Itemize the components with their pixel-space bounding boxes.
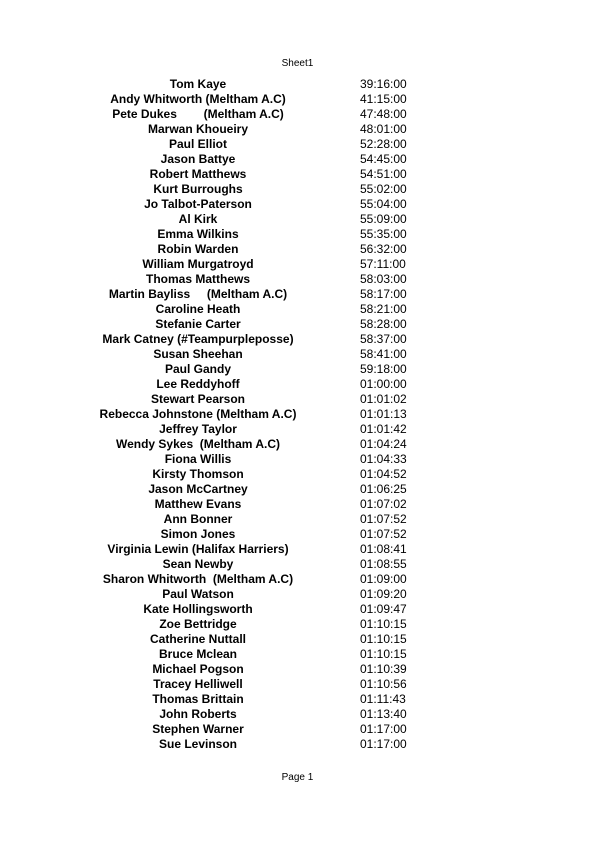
table-row (90, 527, 430, 542)
finish-time-cell: 01:10:56 (360, 677, 407, 691)
finish-time-cell: 55:09:00 (360, 212, 407, 226)
finish-time-cell: 56:32:00 (360, 242, 407, 256)
finish-time-cell: 01:08:55 (360, 557, 407, 571)
finish-time-cell: 01:17:00 (360, 722, 407, 736)
runner-name-cell: Al Kirk (178, 212, 218, 226)
runner-name-cell: Jason Battye (160, 152, 236, 166)
finish-time-cell: 52:28:00 (360, 137, 407, 151)
finish-time-cell: 47:48:00 (360, 107, 407, 121)
table-row (90, 437, 430, 452)
runner-name-cell: Ann Bonner (163, 512, 233, 526)
table-row (90, 392, 430, 407)
table-row (90, 407, 430, 422)
finish-time-cell: 01:09:00 (360, 572, 407, 586)
finish-time-cell: 01:13:40 (360, 707, 407, 721)
table-row (90, 347, 430, 362)
table-row (90, 77, 430, 92)
finish-time-cell: 01:17:00 (360, 737, 407, 751)
runner-name-cell: Thomas Matthews (145, 272, 250, 286)
finish-time-cell: 01:10:39 (360, 662, 407, 676)
runner-name-cell: Tracey Helliwell (153, 677, 243, 691)
finish-time-cell: 01:04:52 (360, 467, 407, 481)
table-row (90, 617, 430, 632)
table-row (90, 587, 430, 602)
runner-name-cell: Fiona Willis (164, 452, 232, 466)
finish-time-cell: 01:01:02 (360, 392, 407, 406)
table-row (90, 197, 430, 212)
table-row (90, 677, 430, 692)
table-row (90, 452, 430, 467)
runner-name-cell: Marwan Khoueiry (147, 122, 249, 136)
table-row (90, 497, 430, 512)
finish-time-cell: 01:07:02 (360, 497, 407, 511)
finish-time-cell: 55:04:00 (360, 197, 407, 211)
finish-time-cell: 41:15:00 (360, 92, 407, 106)
table-row (90, 332, 430, 347)
runner-name-cell: Catherine Nuttall (149, 632, 246, 646)
table-row (90, 302, 430, 317)
runner-name-cell: Robert Matthews (149, 167, 247, 181)
table-row (90, 467, 430, 482)
runner-name-cell: Rebecca Johnstone (Meltham A.C) (99, 407, 297, 421)
finish-time-cell: 59:18:00 (360, 362, 407, 376)
sheet-title: Sheet1 (281, 58, 314, 69)
table-row (90, 722, 430, 737)
table-row (90, 137, 430, 152)
finish-time-cell: 58:28:00 (360, 317, 407, 331)
table-row (90, 422, 430, 437)
table-row (90, 737, 430, 752)
table-row (90, 632, 430, 647)
table-row (90, 212, 430, 227)
finish-time-cell: 58:37:00 (360, 332, 407, 346)
runner-name-cell: Virginia Lewin (Halifax Harriers) (107, 542, 289, 556)
runner-name-cell: Sue Levinson (158, 737, 238, 751)
runner-name-cell: Bruce Mclean (158, 647, 238, 661)
finish-time-cell: 58:03:00 (360, 272, 407, 286)
table-row (90, 287, 430, 302)
table-row (90, 557, 430, 572)
finish-time-cell: 01:07:52 (360, 512, 407, 526)
table-row (90, 92, 430, 107)
table-row (90, 692, 430, 707)
finish-time-cell: 55:35:00 (360, 227, 407, 241)
runner-name-cell: Mark Catney (#Teampurpleposse) (102, 332, 294, 346)
finish-time-cell: 58:17:00 (360, 287, 407, 301)
runner-name-cell: Kurt Burroughs (153, 182, 243, 196)
finish-time-cell: 01:11:43 (360, 692, 406, 706)
table-row (90, 662, 430, 677)
finish-time-cell: 01:08:41 (360, 542, 407, 556)
finish-time-cell: 01:00:00 (360, 377, 407, 391)
runner-name-cell: Tom Kaye (169, 77, 227, 91)
finish-time-cell: 01:04:24 (360, 437, 407, 451)
finish-time-cell: 01:09:20 (360, 587, 407, 601)
runner-name-cell: Andy Whitworth (Meltham A.C) (110, 92, 286, 106)
table-row (90, 182, 430, 197)
runner-name-cell: Pete Dukes (Meltham A.C) (112, 107, 284, 121)
runner-name-cell: Stewart Pearson (150, 392, 246, 406)
finish-time-cell: 01:10:15 (360, 647, 407, 661)
table-row (90, 647, 430, 662)
runner-name-cell: Lee Reddyhoff (156, 377, 240, 391)
finish-time-cell: 01:09:47 (360, 602, 407, 616)
runner-name-cell: Susan Sheehan (153, 347, 243, 361)
table-row (90, 242, 430, 257)
runner-name-cell: Wendy Sykes (Meltham A.C) (115, 437, 281, 451)
table-row (90, 362, 430, 377)
runner-name-cell: Emma Wilkins (157, 227, 239, 241)
finish-time-cell: 01:06:25 (360, 482, 407, 496)
finish-time-cell: 58:21:00 (360, 302, 407, 316)
table-row (90, 317, 430, 332)
table-row (90, 707, 430, 722)
table-row (90, 227, 430, 242)
runner-name-cell: John Roberts (159, 707, 237, 721)
finish-time-cell: 57:11:00 (360, 257, 406, 271)
table-row (90, 377, 430, 392)
page-number: Page 1 (281, 772, 314, 783)
table-row (90, 482, 430, 497)
finish-time-cell: 01:01:13 (360, 407, 407, 421)
runner-name-cell: Paul Elliot (168, 137, 227, 151)
runner-name-cell: Jason McCartney (148, 482, 248, 496)
finish-time-cell: 54:51:00 (360, 167, 407, 181)
runner-name-cell: William Murgatroyd (142, 257, 254, 271)
finish-time-cell: 39:16:00 (360, 77, 407, 91)
finish-time-cell: 55:02:00 (360, 182, 407, 196)
runner-name-cell: Michael Pogson (152, 662, 244, 676)
table-row (90, 572, 430, 587)
runner-name-cell: Kate Hollingsworth (143, 602, 253, 616)
runner-name-cell: Jeffrey Taylor (159, 422, 237, 436)
table-row (90, 602, 430, 617)
runner-name-cell: Thomas Brittain (152, 692, 244, 706)
table-row (90, 152, 430, 167)
runner-name-cell: Simon Jones (160, 527, 236, 541)
finish-time-cell: 01:01:42 (360, 422, 407, 436)
table-row (90, 542, 430, 557)
finish-time-cell: 01:04:33 (360, 452, 407, 466)
finish-time-cell: 01:10:15 (360, 617, 407, 631)
runner-name-cell: Caroline Heath (155, 302, 241, 316)
runner-name-cell: Kirsty Thomson (152, 467, 244, 481)
runner-name-cell: Sharon Whitworth (Meltham A.C) (102, 572, 294, 586)
table-row (90, 167, 430, 182)
table-row (90, 122, 430, 137)
table-row (90, 512, 430, 527)
table-row (90, 257, 430, 272)
runner-name-cell: Paul Gandy (164, 362, 232, 376)
runner-name-cell: Robin Warden (157, 242, 239, 256)
runner-name-cell: Jo Talbot-Paterson (144, 197, 252, 211)
runner-name-cell: Zoe Bettridge (159, 617, 237, 631)
finish-time-cell: 58:41:00 (360, 347, 407, 361)
finish-time-cell: 01:07:52 (360, 527, 407, 541)
finish-time-cell: 54:45:00 (360, 152, 407, 166)
runner-name-cell: Stefanie Carter (155, 317, 241, 331)
table-row (90, 107, 430, 122)
runner-name-cell: Stephen Warner (152, 722, 244, 736)
runner-name-cell: Matthew Evans (154, 497, 242, 511)
table-row (90, 272, 430, 287)
finish-time-cell: 48:01:00 (360, 122, 407, 136)
finish-time-cell: 01:10:15 (360, 632, 407, 646)
runner-name-cell: Paul Watson (162, 587, 234, 601)
results-table (90, 77, 430, 752)
runner-name-cell: Sean Newby (162, 557, 234, 571)
runner-name-cell: Martin Bayliss (Meltham A.C) (108, 287, 288, 301)
